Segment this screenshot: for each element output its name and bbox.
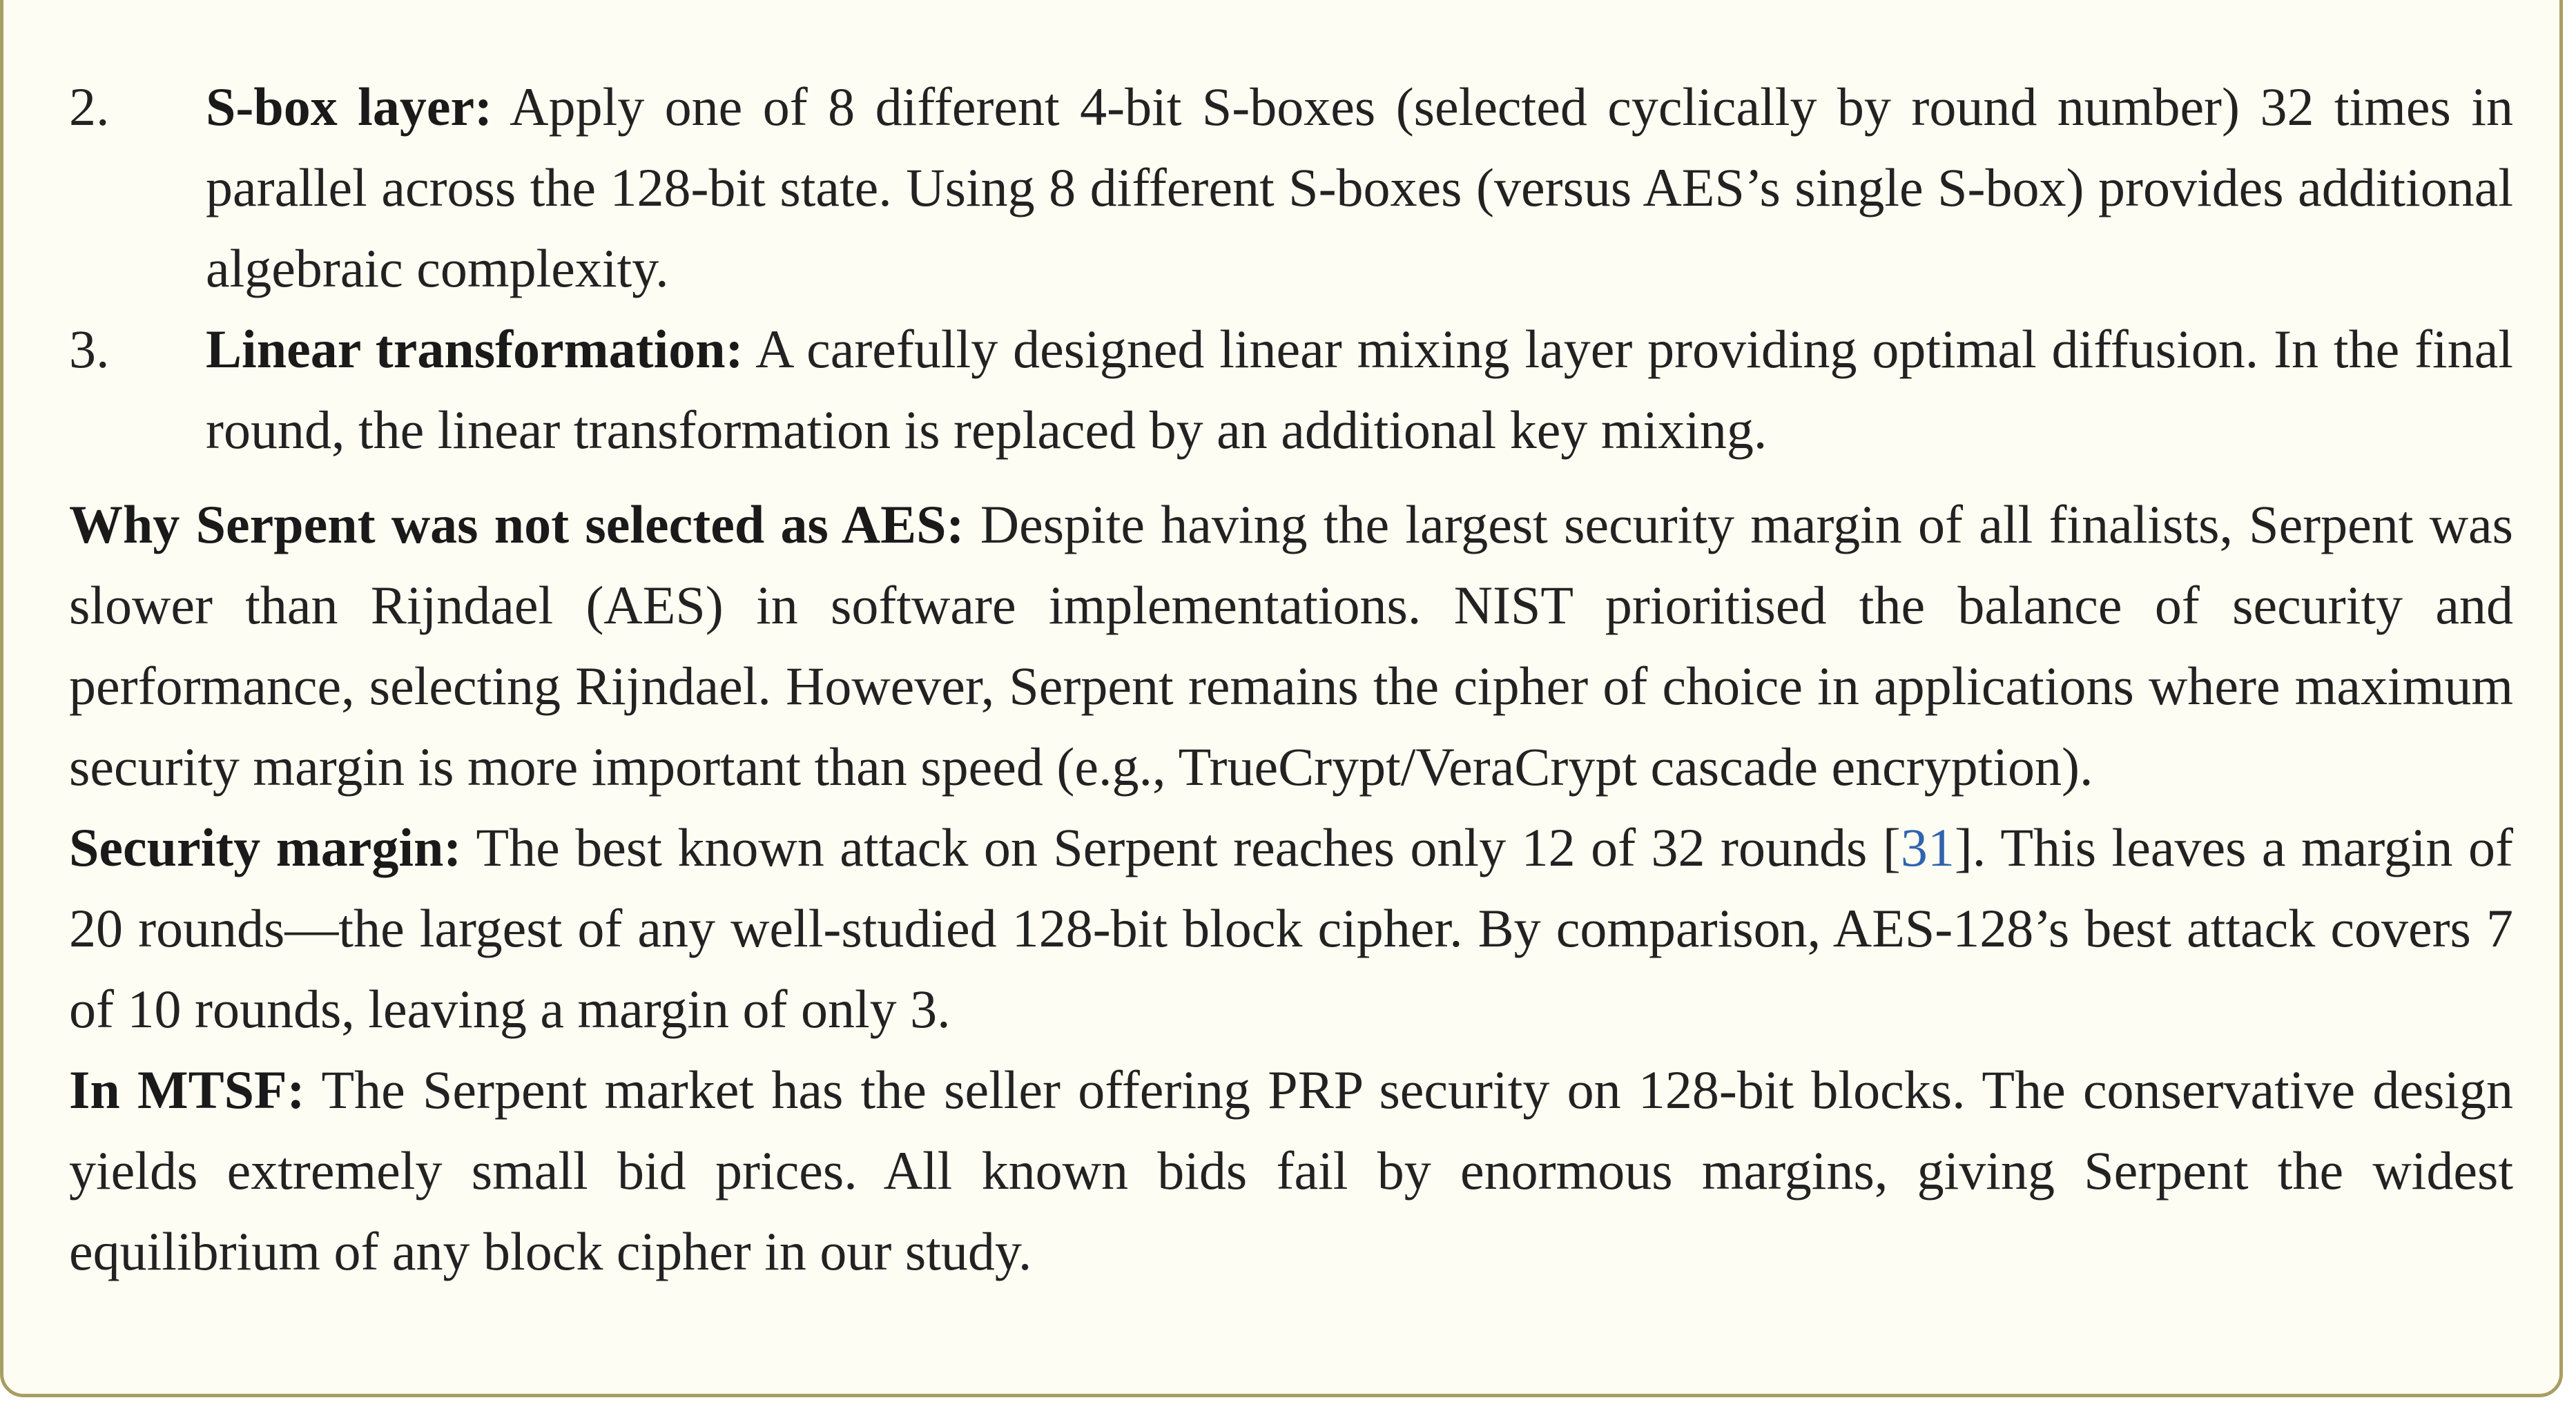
citation-link[interactable]: 31 <box>1900 817 1955 877</box>
paragraph-text: The Serpent market has the seller offering PRP security on 128-bit blocks. The conservative design yields extremely small bid prices. All known bids fail by enormous margins, giving Serpent the widest equilibrium of any block cipher in our study. <box>69 1060 2513 1281</box>
paragraph-term: Why Serpent was not selected as AES: <box>69 494 965 554</box>
list-item-3 <box>69 309 2513 470</box>
list-number: 2. <box>69 77 110 137</box>
paragraph-text: ]. This leaves a margin of 20 rounds—the largest of any well-studied 128-bit block cipher. By comparison, AES-128’s best attack covers 7 of 10 rounds, leaving a margin of only 3. <box>69 817 2514 1039</box>
list-term: Linear transformation: <box>206 319 744 379</box>
list-term: S-box layer: <box>206 77 493 137</box>
list-item-text <box>206 66 2513 309</box>
why-not-aes-paragraph <box>69 484 2513 807</box>
paragraph-text: Despite having the largest security margin of all finalists, Serpent was slower than Rijndael (AES) in software implementations. NIST prioritised the balance of security and performance, selecting Rijndael. However, Serpent remains the cipher of choice in applications where maximum security margin is more important than speed (e.g., TrueCrypt/VeraCrypt cascade encryption). <box>69 494 2514 797</box>
security-margin-paragraph <box>69 807 2513 1049</box>
in-mtsf-paragraph <box>69 1049 2513 1292</box>
list-item-2 <box>69 66 2513 309</box>
paragraph-term: Security margin: <box>69 817 462 877</box>
list-description: Apply one of 8 different 4-bit S-boxes (selected cyclically by round number) 32 times in parallel across the 128-bit state. Using 8 different S-boxes (versus AES’s single S-box) provides additional algebraic complexity. <box>206 77 2514 298</box>
list-number: 3. <box>69 319 110 379</box>
list-description: A carefully designed linear mixing layer providing optimal diffusion. In the final round, the linear transformation is replaced by an additional key mixing. <box>206 319 2513 460</box>
box-content <box>69 66 2513 1292</box>
paragraph-text: The best known attack on Serpent reaches only 12 of 32 rounds [ <box>476 817 1901 877</box>
paragraph-term: In MTSF: <box>69 1060 305 1120</box>
list-item-text <box>206 309 2513 470</box>
